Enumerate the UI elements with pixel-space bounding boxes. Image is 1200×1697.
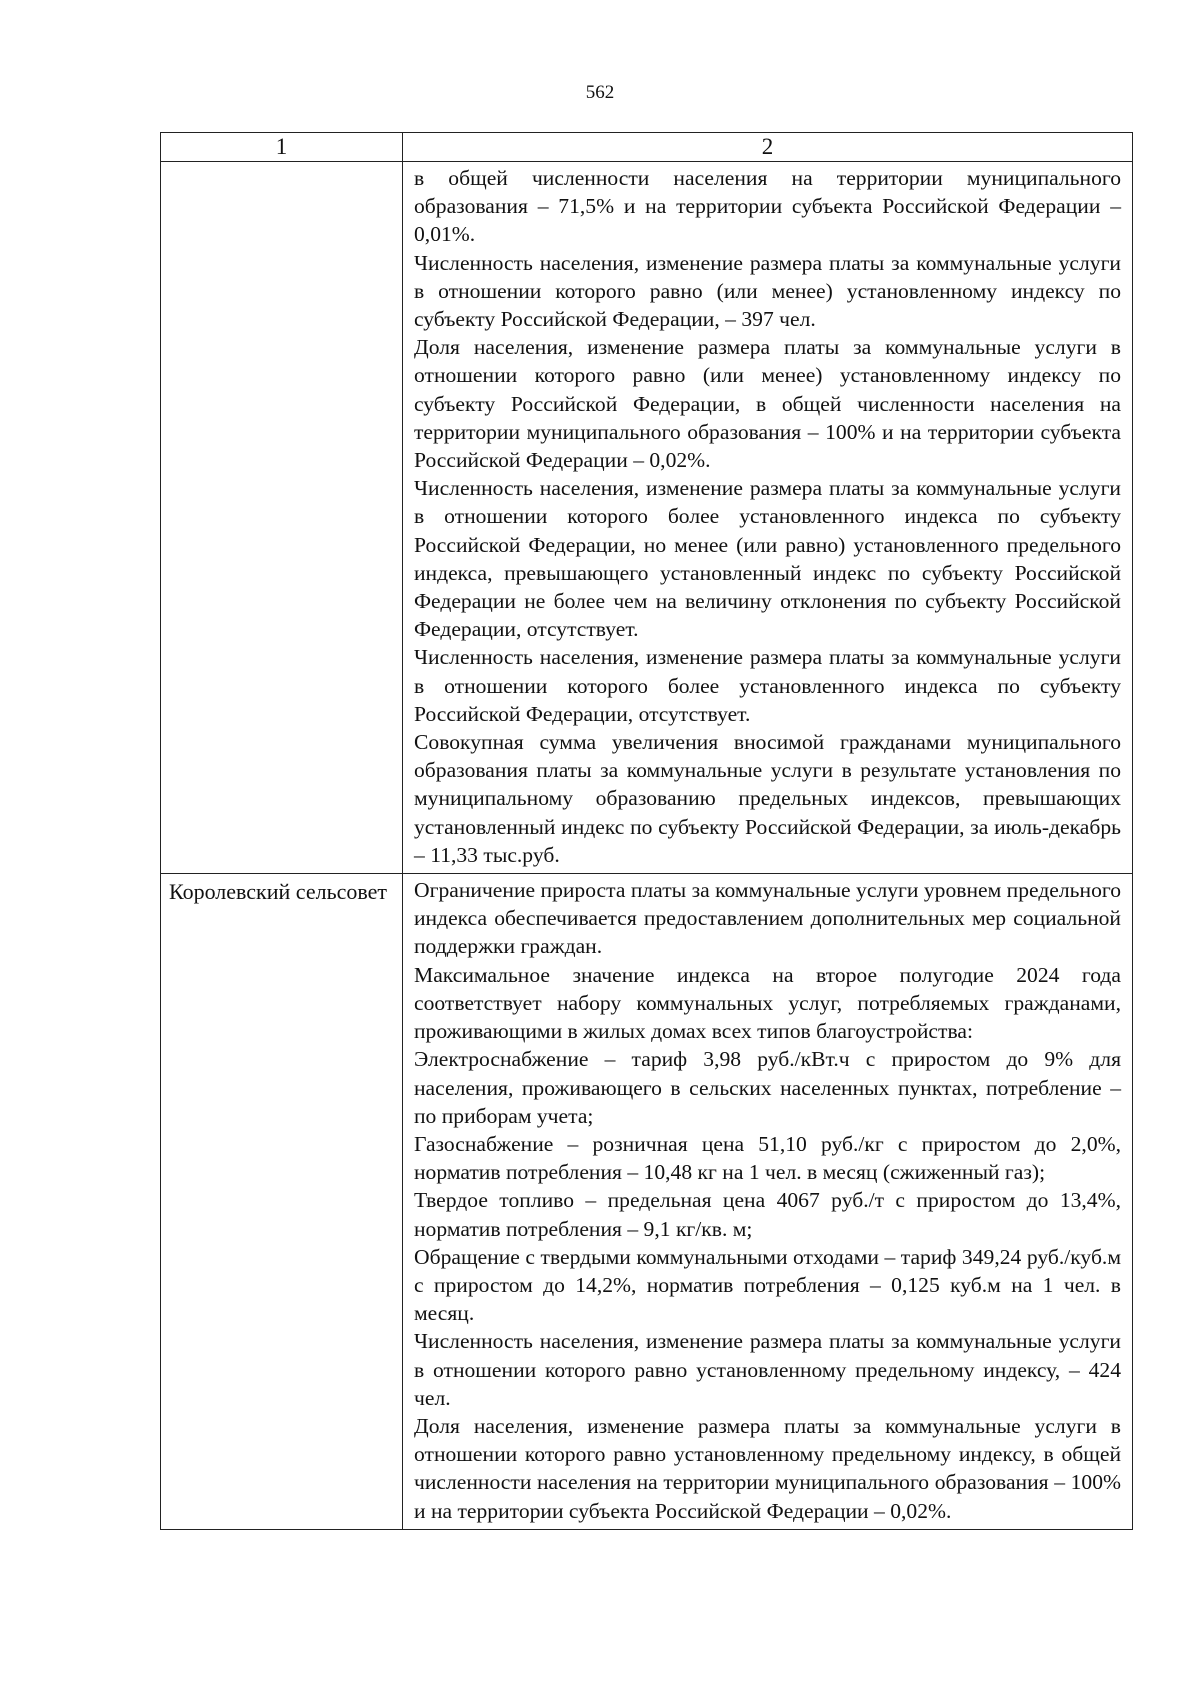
table-row bbox=[161, 162, 1133, 874]
row-content bbox=[403, 162, 1133, 874]
row-content bbox=[403, 874, 1133, 1530]
table-row bbox=[161, 874, 1133, 1530]
paragraph: в общей численности населения на территории муниципального образования – 71,5% и на территории субъекта Российской Федерации – 0,01%. bbox=[414, 166, 1121, 247]
table-header-row bbox=[161, 133, 1133, 162]
paragraph: Численность населения, изменение размера платы за коммунальные услуги в отношении которого равно (или менее) установленному индексу по субъекту Российской Федерации, – 397 чел. bbox=[414, 250, 1121, 332]
paragraph: Ограничение прироста платы за коммунальные услуги уровнем предельного индекса обеспечивается предоставлением дополнительных мер социальной поддержки граждан. bbox=[414, 878, 1121, 959]
paragraph: Газоснабжение – розничная цена 51,10 руб./кг с приростом до 2,0%, норматив потребления – 10,48 кг на 1 чел. в месяц (сжиженный газ); bbox=[414, 1131, 1121, 1185]
paragraph: Доля населения, изменение размера платы за коммунальные услуги в отношении которого равно установленному предельному индексу, в общей численности населения на территории муниципального образования – 100% и на территории субъекта Российской Федерации – 0,02%. bbox=[414, 1413, 1121, 1523]
row-label: Королевский сельсовет bbox=[161, 874, 403, 1530]
paragraph: Электроснабжение – тариф 3,98 руб./кВт.ч с приростом до 9% для населения, проживающего в сельских населенных пунктах, потребление – по приборам учета; bbox=[414, 1047, 1121, 1128]
paragraph: Численность населения, изменение размера платы за коммунальные услуги в отношении которого более установленного индекса по субъекту Российской Федерации, отсутствует. bbox=[414, 645, 1121, 726]
paragraph: Твердое топливо – предельная цена 4067 руб./т с приростом до 13,4%, норматив потребления – 9,1 кг/кв. м; bbox=[414, 1188, 1121, 1241]
column-header-2: 2 bbox=[403, 133, 1133, 162]
paragraph: Максимальное значение индекса на второе полугодие 2024 года соответствует набору коммунальных услуг, потребляемых гражданами, проживающими в жилых домах всех типов благоустройства: bbox=[414, 962, 1121, 1044]
paragraph: Доля населения, изменение размера платы за коммунальные услуги в отношении которого равно (или менее) установленному индексу по субъекту Российской Федерации, в общей численности населения на территории муниципального образования – 100% и на территории субъекта Российской Федерации – 0,02%. bbox=[414, 335, 1121, 473]
paragraph: Обращение с твердыми коммунальными отходами – тариф 349,24 руб./куб.м с приростом до 14,2%, норматив потребления – 0,125 куб.м на 1 чел. в месяц. bbox=[414, 1244, 1121, 1326]
paragraph: Численность населения, изменение размера платы за коммунальные услуги в отношении которого более установленного индекса по субъекту Российской Федерации, но менее (или равно) установленного предельного индекса, превышающего установленный индекс по субъекту Российской Федерации не более чем на величину отклонения по субъекту Российской Федерации, отсутствует. bbox=[414, 476, 1121, 642]
document-table bbox=[160, 132, 1133, 1530]
paragraph: Численность населения, изменение размера платы за коммунальные услуги в отношении которого равно установленному предельному индексу, – 424 чел. bbox=[414, 1329, 1121, 1410]
column-header-1: 1 bbox=[161, 133, 403, 162]
page-number: 562 bbox=[585, 82, 615, 103]
paragraph: Совокупная сумма увеличения вносимой гражданами муниципального образования платы за коммунальные услуги в результате установления по муниципальному образованию предельных индексов, превышающих установленный индекс по субъекту Российской Федерации, за июль-декабрь – 11,33 тыс.руб. bbox=[414, 730, 1121, 867]
row-label bbox=[161, 162, 403, 874]
